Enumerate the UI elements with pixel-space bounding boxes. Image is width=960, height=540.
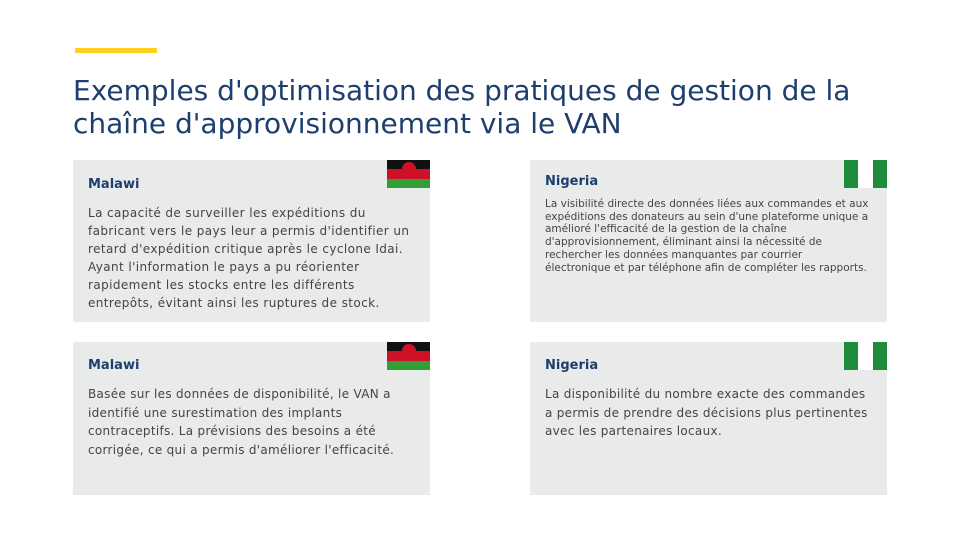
card-country: Nigeria — [545, 358, 599, 373]
example-card-malawi-2 — [73, 342, 430, 495]
example-card-malawi-1 — [73, 160, 430, 322]
nigeria-flag-icon — [844, 342, 887, 370]
card-body: La disponibilité du nombre exacte des commandes a permis de prendre des décisions plus pertinentes avec les partenaires locaux. — [545, 387, 868, 438]
example-card-nigeria-2 — [530, 342, 887, 495]
card-country: Malawi — [88, 358, 140, 373]
nigeria-flag-icon — [844, 160, 887, 188]
card-country: Malawi — [88, 177, 140, 192]
accent-bar — [75, 48, 157, 53]
card-body: La capacité de surveiller les expéditions du fabricant vers le pays leur a permis d'identifier un retard d'expédition critique après le cyclone Idai. Ayant l'information le pays a pu réorienter rapidement les stocks entre les différents entrepôts, évitant ainsi les ruptures de stock. — [88, 206, 410, 310]
malawi-flag-icon — [387, 160, 430, 188]
malawi-flag-icon — [387, 342, 430, 370]
card-country: Nigeria — [545, 174, 599, 189]
card-body: Basée sur les données de disponibilité, le VAN a identifié une surestimation des implants contraceptifs. La prévisions des besoins a été corrigée, ce qui a permis d'améliorer l'efficacité. — [88, 387, 395, 457]
page-title: Exemples d'optimisation des pratiques de gestion de la chaîne d'approvisionnement via le VAN — [73, 74, 851, 140]
example-card-nigeria-1 — [530, 160, 887, 322]
card-body: La visibilité directe des données liées aux commandes et aux expéditions des donateurs au sein d'une plateforme unique a amélioré l'efficacité de la gestion de la chaîne d'approvisionnement, éliminant ainsi la nécessité de rechercher les données manquantes par courrier électronique et par téléphone afin de compléter les rapports. — [545, 198, 869, 274]
